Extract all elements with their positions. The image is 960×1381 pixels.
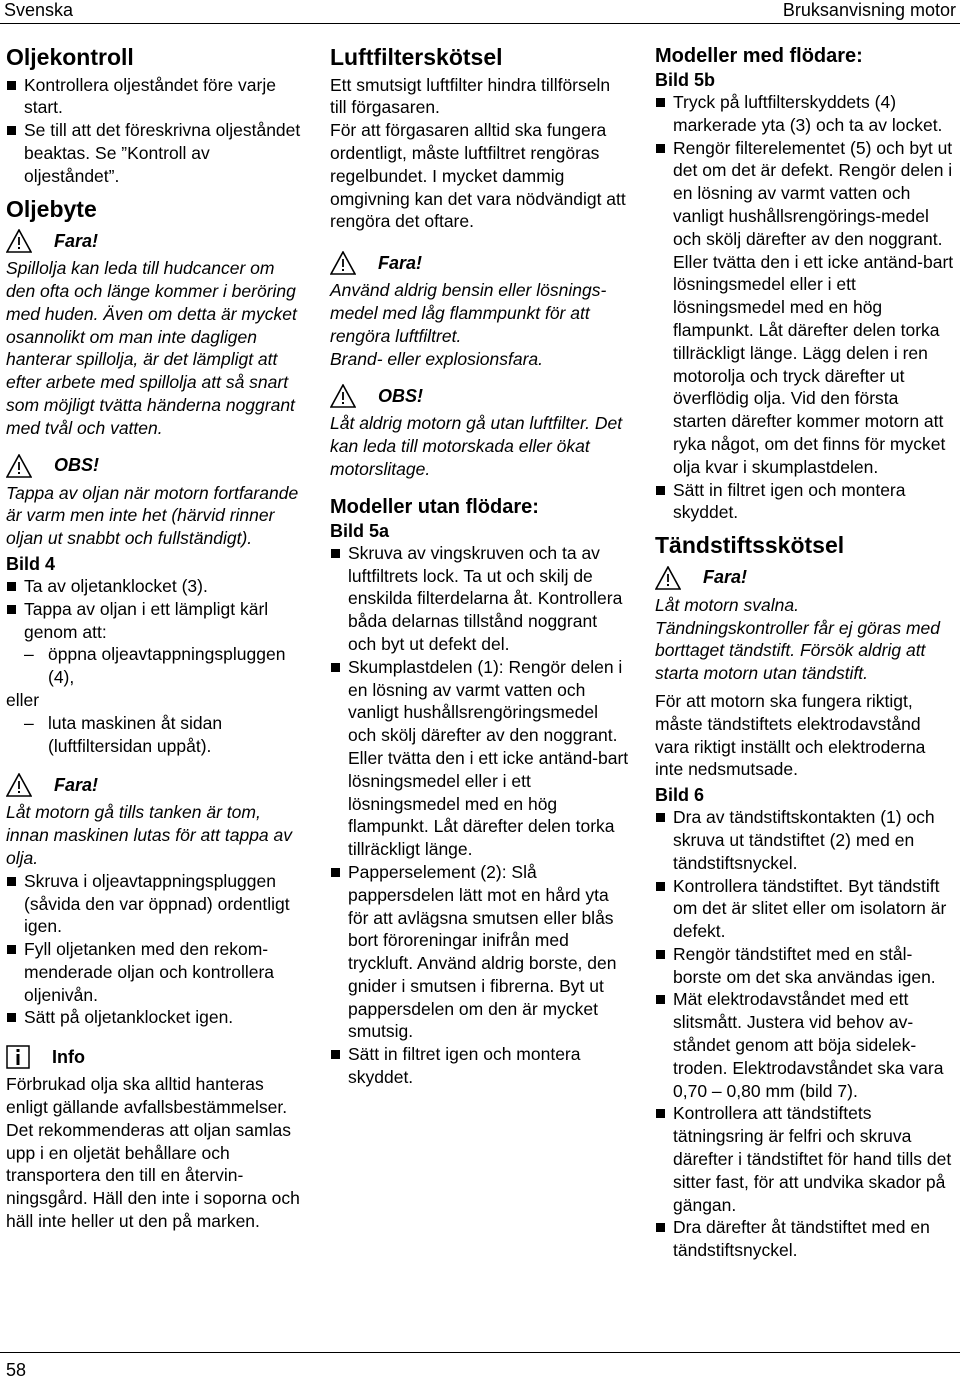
list-item: Papperselement (2): Slå pappersdelen lätt mot en hård yta för att avlägsna smutsen eller blås bort föroreningar inifrån med tryckluft. Använd aldrig borste, den gnider i smutsen i fibrerna. Byt ut pappersdelen om den är mycket smutsig. (330, 861, 630, 1043)
caution-block (330, 384, 630, 408)
list-item: Sätt in filtret igen och montera skyddet. (330, 1043, 630, 1089)
warning-label: Fara! (703, 567, 748, 588)
column-1 (6, 44, 306, 1233)
info-icon (6, 1045, 30, 1069)
figure-reference: Bild 5b (655, 70, 716, 90)
bullet-list (330, 542, 630, 1089)
list-item: Sätt på oljetanklocket igen. (6, 1006, 306, 1029)
paragraph: För att motorn ska fungera riktigt, måste tändstiftets elektrodavstånd vara riktigt inställt och elektroderna inte nedsmutsade. (655, 690, 926, 780)
warning-block (6, 229, 306, 253)
bullet-list (6, 870, 306, 1030)
dash-item: – luta maskinen åt sidan (luftfiltersidan uppåt). (6, 712, 306, 758)
list-item: Tryck på luftfilterskyddets (4) markerade yta (3) och ta av locket. (655, 91, 955, 137)
paragraph: För att förgasaren alltid ska fungera ordentligt, måste luftfiltret rengöras regelbundet. I mycket dammig omgivning kan det vara nödvändigt att rengöra det oftare. (330, 120, 626, 232)
list-item: Ta av oljetanklocket (3). (6, 575, 306, 598)
caution-label: OBS! (378, 385, 423, 406)
list-item: Skumplastdelen (1): Rengör delen i en lösning av varmt vatten och vanligt hushållsrengöringsmedel och skölj därefter av den noggrant. Eller tvätta den i ett icke antänd-bart lösningsmedel eller i ett lösningsmedel med en hög flampunkt. Låt därefter delen torka tillräckligt länge. (330, 656, 630, 861)
warning-block (655, 566, 955, 590)
warning-text: Brand- eller explosionsfara. (330, 348, 544, 369)
warning-block (330, 251, 630, 275)
list-item: Kontrollera tändstiftet. Byt tändstift om det är slitet eller om isolatorn är defekt. (655, 875, 955, 943)
warning-triangle-icon (330, 251, 356, 275)
list-item: Skruva i oljeavtappningspluggen (såvida den var öppnad) ordentligt igen. (6, 870, 306, 938)
figure-reference: Bild 5a (330, 520, 390, 541)
header-rule (0, 23, 960, 24)
list-item: Fyll oljetanken med den rekom-menderade oljan och kontrollera oljenivån. (6, 938, 306, 1006)
page-number: 58 (6, 1360, 27, 1380)
list-item: Rengör filterelementet (5) och byt ut det om det är defekt. Rengör delen i en lösning av varmt vatten och vanligt hushållsrengörings-medel och skölj därefter av den noggrant. Eller tvätta den i ett icke antänd-bart lösningsmedel eller i ett lösningsmedel med en hög flampunkt. Låt därefter delen torka tillräckligt länge. Lägg delen i ren motorolja och tryck därefter ut överflödig olja. Vid den första starten därefter kommer motorn att ryka något, om det finns för mycket olja kvar i skumplastdelen. (655, 137, 955, 479)
warning-label: Fara! (378, 252, 423, 273)
warning-text: Låt motorn gå tills tanken är tom, innan maskinen lutas för att tappa av olja. (6, 802, 293, 868)
info-text: Förbrukad olja ska alltid hanteras enligt gällande avfallsbestämmelser. Det rekommenderas att oljan samlas upp i en oljetät behållare och transportera den till en återvin-ningsgård. Häll den inte i soporna och häll inte heller ut den på marken. (6, 1074, 300, 1232)
warning-label: Fara! (54, 230, 99, 251)
header-manual-title: Bruksanvisning motor (782, 0, 956, 20)
list-item: Mät elektrodavståndet med ett slitsmått. Justera vid behov av-ståndet genom att böja sidelek-troden. Elektrodavståndet ska vara 0,70 – 0,80 mm (bild 7). (655, 988, 955, 1102)
list-item: Dra av tändstiftskontakten (1) och skruva ut tändstiftet (2) med en tändstiftsnyckel. (655, 806, 955, 874)
figure-reference: Bild 6 (655, 785, 705, 806)
paragraph: Ett smutsigt luftfilter hindra tillförseln till förgasaren. (330, 74, 611, 118)
column-2 (330, 44, 630, 1089)
heading-oljekontroll: Oljekontroll (6, 44, 134, 70)
header-language: Svenska (4, 0, 74, 20)
heading-modeller-med-flodare: Modeller med flödare: (655, 45, 863, 67)
warning-text: Spillolja kan leda till hudcancer om den ofta och länge kommer i beröring med huden. Även om detta är mycket osannolikt om man inte dagligen hanterar spillolja, är det lämpligt att efter arbete med spillolja att så snart som möjligt tvätta händerna noggrant med tvål och vatten. (6, 258, 297, 438)
list-item: Skruva av vingskruven och ta av luftfiltrets lock. Ta ut och skilj de enskilda filterdelarna åt. Kontrollera båda delarnas tillstånd noggrant och byt ut defekt del. (330, 542, 630, 656)
heading-oljebyte: Oljebyte (6, 195, 97, 222)
list-item: Sätt in filtret igen och montera skyddet. (655, 479, 955, 525)
warning-triangle-icon (6, 229, 32, 253)
warning-triangle-icon (6, 454, 32, 478)
caution-text: Låt aldrig motorn gå utan luftfilter. Det kan leda till motorskada eller ökat motorslitage. (330, 413, 623, 479)
column-3 (655, 44, 955, 1262)
warning-triangle-icon (655, 566, 681, 590)
bullet-list (655, 91, 955, 524)
caution-text: Tappa av oljan när motorn fortfarande är varm men inte het (härvid rinner oljan ut snabbt och fullständigt). (6, 482, 299, 549)
dash-item: – öppna oljeavtappningspluggen (4), (6, 643, 306, 689)
list-item: Dra därefter åt tändstiftet med en tändstiftsnyckel. (655, 1216, 955, 1262)
list-item: Kontrollera att tändstiftets tätningsring är felfri och skruva därefter i tändstiftet för hand tills det sitter fast, för att undvika skador på gängan. (655, 1102, 955, 1216)
heading-tandstiftsskotsel: Tändstiftsskötsel (655, 532, 845, 559)
info-block (6, 1045, 306, 1069)
figure-reference: Bild 4 (6, 553, 56, 574)
info-label: Info (52, 1046, 85, 1067)
warning-block (6, 773, 306, 797)
list-item: Kontrollera oljeståndet före varje start. (6, 74, 306, 120)
warning-text: Låt motorn svalna. Tändningskontroller får ej göras med borttaget tändstift. Försök aldrig att starta motorn utan tändstift. (655, 594, 941, 684)
warning-triangle-icon (330, 384, 356, 408)
bullet-list (655, 806, 955, 1262)
heading-luftfilterskotsel: Luftfilterskötsel (330, 44, 503, 70)
list-item: Rengör tändstiftet med en stål-borste om det ska användas igen. (655, 943, 955, 989)
list-item: Se till att det föreskrivna oljeståndet beaktas. Se ”Kontroll av oljeståndet”. (6, 119, 306, 187)
list-item: Tappa av oljan i ett lämpligt kärl genom att: (6, 598, 306, 644)
warning-text: Använd aldrig bensin eller lösnings-medel med låg flammpunkt för att rengöra luftfiltret. (330, 280, 607, 346)
warning-triangle-icon (6, 773, 32, 797)
caution-block (6, 454, 306, 478)
footer-rule (0, 1352, 960, 1353)
page-header (0, 0, 960, 22)
heading-modeller-utan-flodare: Modeller utan flödare: (330, 495, 539, 518)
caution-label: OBS! (54, 455, 99, 476)
bullet-list (6, 74, 306, 188)
text-or: eller (6, 689, 40, 710)
bullet-list (6, 575, 306, 643)
warning-label: Fara! (54, 774, 99, 795)
